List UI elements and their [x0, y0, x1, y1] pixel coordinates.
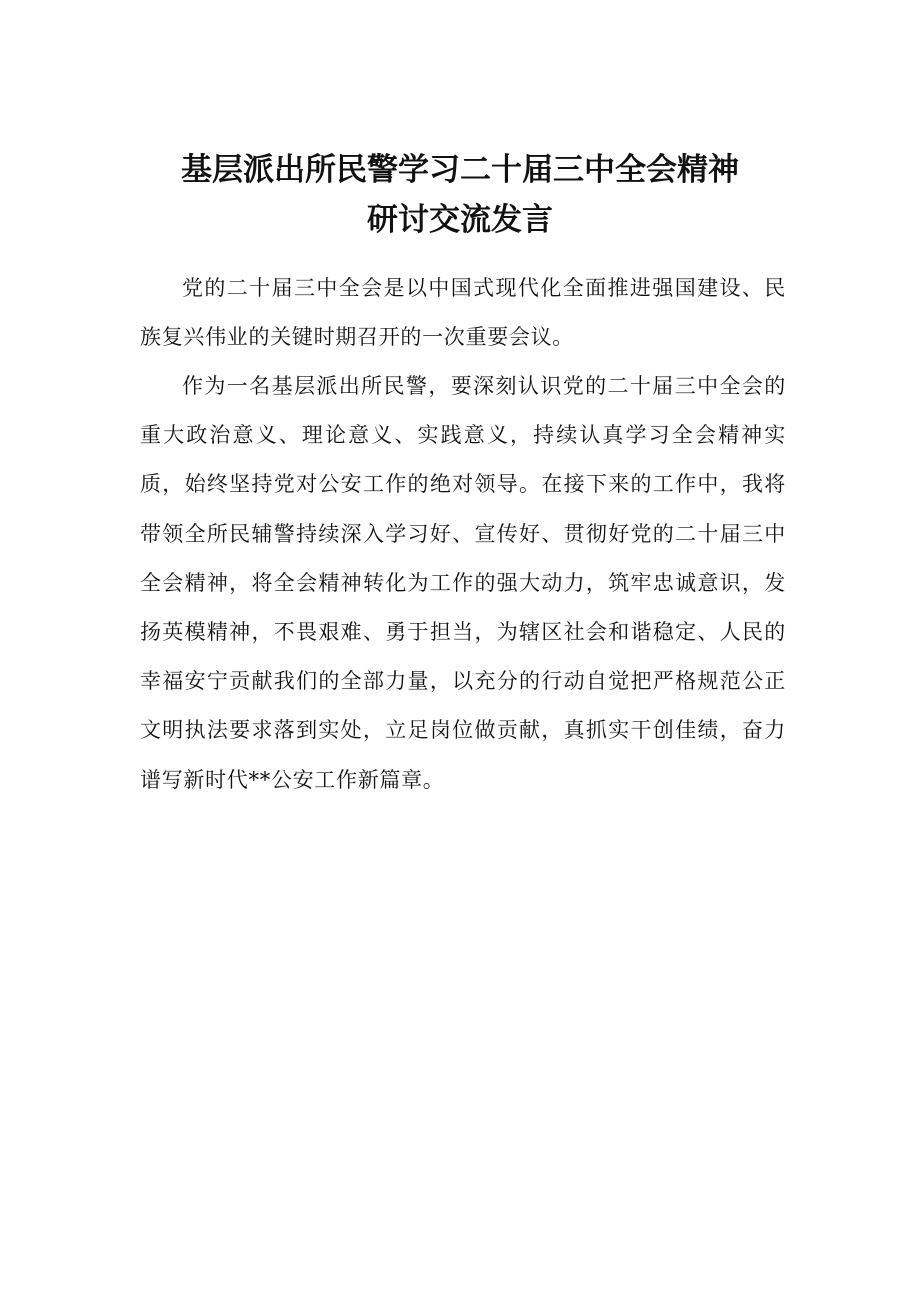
document-title-line-2: 研讨交流发言 — [367, 202, 553, 238]
paragraph-2: 作为一名基层派出所民警，要深刻认识党的二十届三中全会的重大政治意义、理论意义、实践意义，持续认真学习全会精神实质，始终坚持党对公安工作的绝对领导。在接下来的工作中，我将带领全所民辅警持续深入学习好、宣传好、贯彻好党的二十届三中全会精神，将全会精神转化为工作的强大动力，筑牢忠诚意识，发扬英模精神，不畏艰难、勇于担当，为辖区社会和谐稳定、人民的幸福安宁贡献我们的全部力量，以充分的行动自觉把严格规范公正文明执法要求落到实处，立足岗位做贡献，真抓实干创佳绩，奋力谱写新时代**公安工作新篇章。 — [140, 374, 786, 792]
document-title-line-1: 基层派出所民警学习二十届三中全会精神 — [181, 152, 739, 188]
paragraph-1: 党的二十届三中全会是以中国式现代化全面推进强国建设、民族复兴伟业的关键时期召开的一次重要会议。 — [140, 276, 786, 350]
